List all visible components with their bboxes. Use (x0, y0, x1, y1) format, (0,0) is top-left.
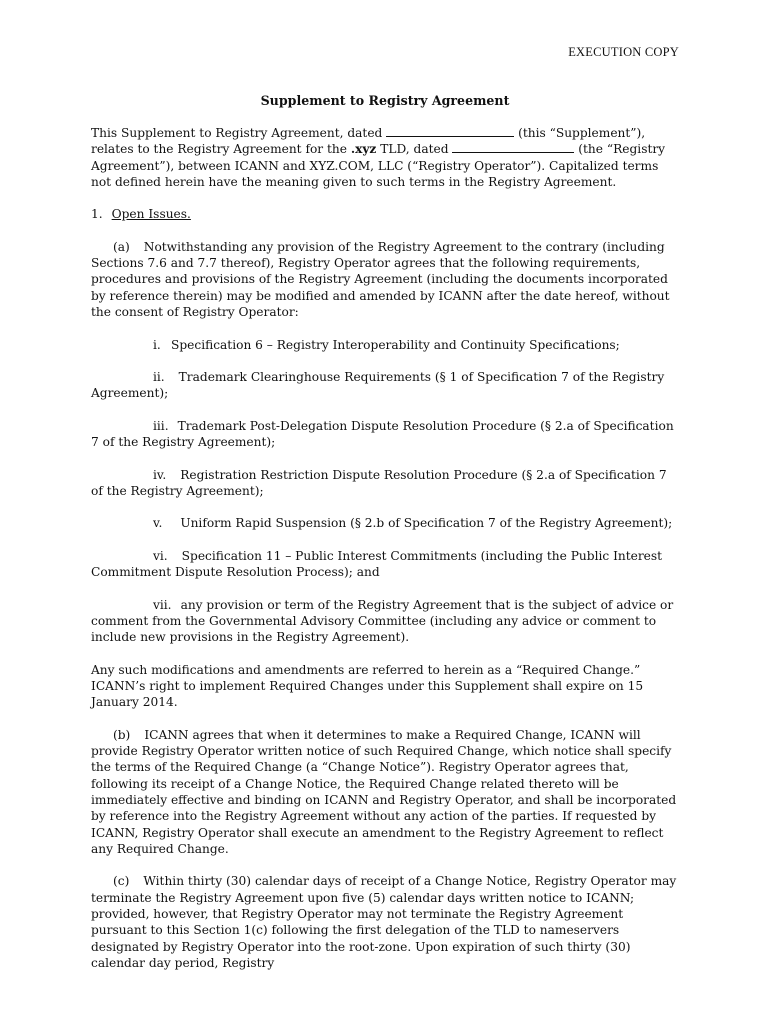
supplement-date-blank (386, 125, 514, 137)
paragraph-a-label: (a) (113, 239, 130, 254)
section-1-heading (91, 206, 681, 222)
list-item-text: Trademark Clearinghouse Requirements (§ 1 of Specification 7 of the Registry Agreement); (91, 370, 665, 401)
list-item-text: any provision or term of the Registry Agreement that is the subject of advice or comment from the Governmental Advisory Committee (including any advice or comment to include new provisions in the Registry Agreement). (91, 597, 674, 645)
list-item-text: Specification 11 – Public Interest Commitments (including the Public Interest Commitment Dispute Resolution Process); and (91, 548, 663, 580)
list-item: i. Specification 6 – Registry Interoperability and Continuity Specifications; (153, 337, 620, 352)
paragraph-a-text: Notwithstanding any provision of the Registry Agreement to the contrary (including Sections 7.6 and 7.7 thereof), Registry Operator agrees that the following requirements, procedures and provisions of the Registry Agreement (including the documents incorporated by reference therein) may be modified and amended by ICANN after the date hereof, without the consent of Registry Operator: (91, 239, 670, 320)
execution-copy-label: EXECUTION COPY (568, 45, 679, 59)
list-item-number: vii. (153, 597, 172, 612)
list-item (91, 515, 681, 531)
required-change-paragraph: Any such modifications and amendments are referred to herein as a “Required Change.” ICANN’s right to implement Required Changes under this Supplement shall expire on 15 January 2014. (91, 662, 644, 710)
tld-name: .xyz (350, 142, 377, 157)
paragraph-b (91, 727, 681, 857)
intro-text-3: relates to the Registry Agreement for the (91, 142, 347, 157)
list-item-number: iii. (153, 418, 169, 433)
intro-text-2: (this “Supplement”), (518, 126, 646, 140)
document-body (91, 125, 681, 987)
intro-text-5: (the “Registry (578, 142, 666, 157)
list-item (91, 418, 681, 451)
paragraph-a (91, 239, 681, 320)
list-item-text: Registration Restriction Dispute Resolution Procedure (§ 2.a of Specification 7 of the Registry Agreement); (91, 467, 667, 498)
agreement-date-blank (452, 141, 574, 153)
intro-text-4: TLD, dated (380, 142, 449, 157)
document-title: Supplement to Registry Agreement (260, 93, 510, 108)
paragraph-b-label: (b) (113, 727, 131, 742)
paragraph-c-text: Within thirty (30) calendar days of receipt of a Change Notice, Registry Operator may terminate the Registry Agreement upon five (5) calendar days written notice to ICANN; provided, however, that Registry Operator may not terminate the Registry Agreement pursuant to this Section 1(c) following the first delegation of the TLD to nameservers designated by Registry Operator into the root-zone. Upon expiration of such thirty (30) calendar day period, Registry (91, 874, 677, 970)
list-item-text: Specification 6 – Registry Interoperability and Continuity Specifications; (171, 337, 620, 352)
list-item-number: vi. (153, 548, 168, 563)
paragraph-b-text: ICANN agrees that when it determines to make a Required Change, ICANN will provide Registry Operator written notice of such Required Change, which notice shall specify the terms of the Required Change (a “Change Notice”). Registry Operator agrees that, following its receipt of a Change Notice, the Required Change related thereto will be immediately effective and binding on ICANN and Registry Operator, and shall be incorporated by reference into the Registry Agreement without any action of the parties. If requested by ICANN, Registry Operator shall execute an amendment to the Registry Agreement to reflect any Required Change. (91, 727, 677, 856)
intro-text-6: Agreement”), between ICANN and XYZ.COM, LLC (“Registry Operator”). Capitalized terms not defined herein have the meaning given to such terms in the Registry Agreement. (91, 158, 659, 189)
list-item (91, 597, 681, 646)
paragraph-c-label: (c) (113, 874, 130, 889)
intro-paragraph (91, 125, 681, 190)
section-number: 1. (91, 207, 103, 222)
list-item (91, 369, 681, 402)
intro-text-1: This Supplement to Registry Agreement, dated (91, 126, 383, 140)
section-heading: Open Issues. (111, 207, 191, 222)
paragraph-c (91, 873, 681, 971)
list-item-text: Uniform Rapid Suspension (§ 2.b of Specification 7 of the Registry Agreement); (180, 516, 673, 531)
list-item-number: iv. (153, 467, 167, 482)
list-item-number: v. (153, 516, 163, 531)
list-item-text: Trademark Post-Delegation Dispute Resolution Procedure (§ 2.a of Specification 7 of the Registry Agreement); (91, 418, 674, 450)
list-item-number: ii. (153, 370, 165, 385)
list-item (91, 467, 681, 500)
list-item (91, 548, 681, 581)
